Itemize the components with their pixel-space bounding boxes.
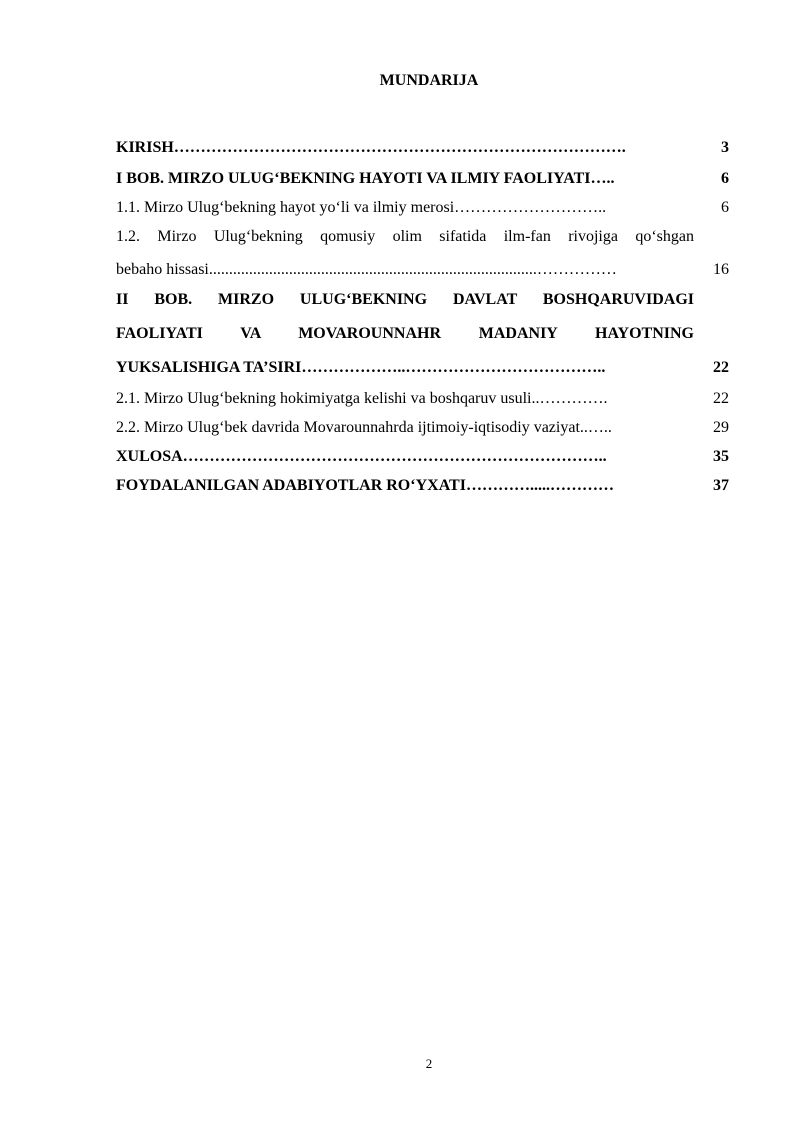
toc-entry-xulosa[interactable] (116, 447, 730, 476)
toc-entry-page: 3 (721, 139, 729, 156)
page-number: 2 (425, 1056, 433, 1071)
toc-entry-section-2-2[interactable] (116, 418, 730, 447)
toc-entry-text: 2.1. Mirzo Ulug‘bekning hokimiyatga kelishi va boshqaruv usuli..…………. (116, 390, 608, 407)
toc-entry-text: bebaho hissasi..................................................................................…………… (116, 261, 617, 278)
toc-entry-text: FOYDALANILGAN ADABIYOTLAR RO‘YXATI………….....………… (116, 477, 614, 494)
table-of-contents (116, 136, 730, 505)
toc-entry-page: 16 (713, 261, 729, 278)
toc-entry-text: I BOB. MIRZO ULUG‘BEKNING HAYOTI VA ILMIY FAOLIYATI….. (116, 170, 615, 187)
page-title: MUNDARIJA (379, 72, 479, 89)
toc-entry-text: KIRISH…………………………………………………………………………. (116, 139, 626, 156)
toc-entry-text: 1.1. Mirzo Ulug‘bekning hayot yo‘li va ilmiy merosi……………………….. (116, 199, 607, 216)
toc-entry-chapter-1[interactable] (116, 169, 730, 198)
toc-entry-text-line: II BOB. MIRZO ULUG‘BEKNING DAVLAT BOSHQARUVIDAGI (116, 291, 694, 308)
toc-entry-references[interactable] (116, 476, 730, 505)
toc-entry-page: 6 (721, 199, 729, 216)
toc-entry-page: 29 (713, 419, 729, 436)
toc-entry-page: 22 (713, 390, 729, 407)
toc-entry-page: 6 (721, 170, 729, 187)
toc-entry-kirish[interactable] (116, 136, 730, 169)
toc-entry-text: YUKSALISHIGA TA’SIRI………………..……………………………….. (116, 359, 606, 376)
toc-entry-text-line: FAOLIYATI VA MOVAROUNNAHR MADANIY HAYOTNING (116, 325, 694, 342)
toc-entry-text-line: 1.2. Mirzo Ulug‘bekning qomusiy olim sifatida ilm-fan rivojiga qo‘shgan (116, 228, 694, 245)
toc-entry-text: XULOSA…………………………………………………………………….. (116, 448, 607, 465)
toc-entry-section-1-2[interactable] (116, 227, 730, 290)
toc-entry-chapter-2[interactable] (116, 290, 730, 389)
toc-entry-page: 35 (713, 448, 729, 465)
toc-entry-text: 2.2. Mirzo Ulug‘bek davrida Movarounnahrda ijtimoiy-iqtisodiy vaziyat..….. (116, 419, 612, 436)
toc-entry-section-2-1[interactable] (116, 389, 730, 418)
toc-entry-section-1-1[interactable] (116, 198, 730, 227)
toc-entry-page: 37 (713, 477, 729, 494)
toc-entry-page: 22 (713, 359, 729, 376)
